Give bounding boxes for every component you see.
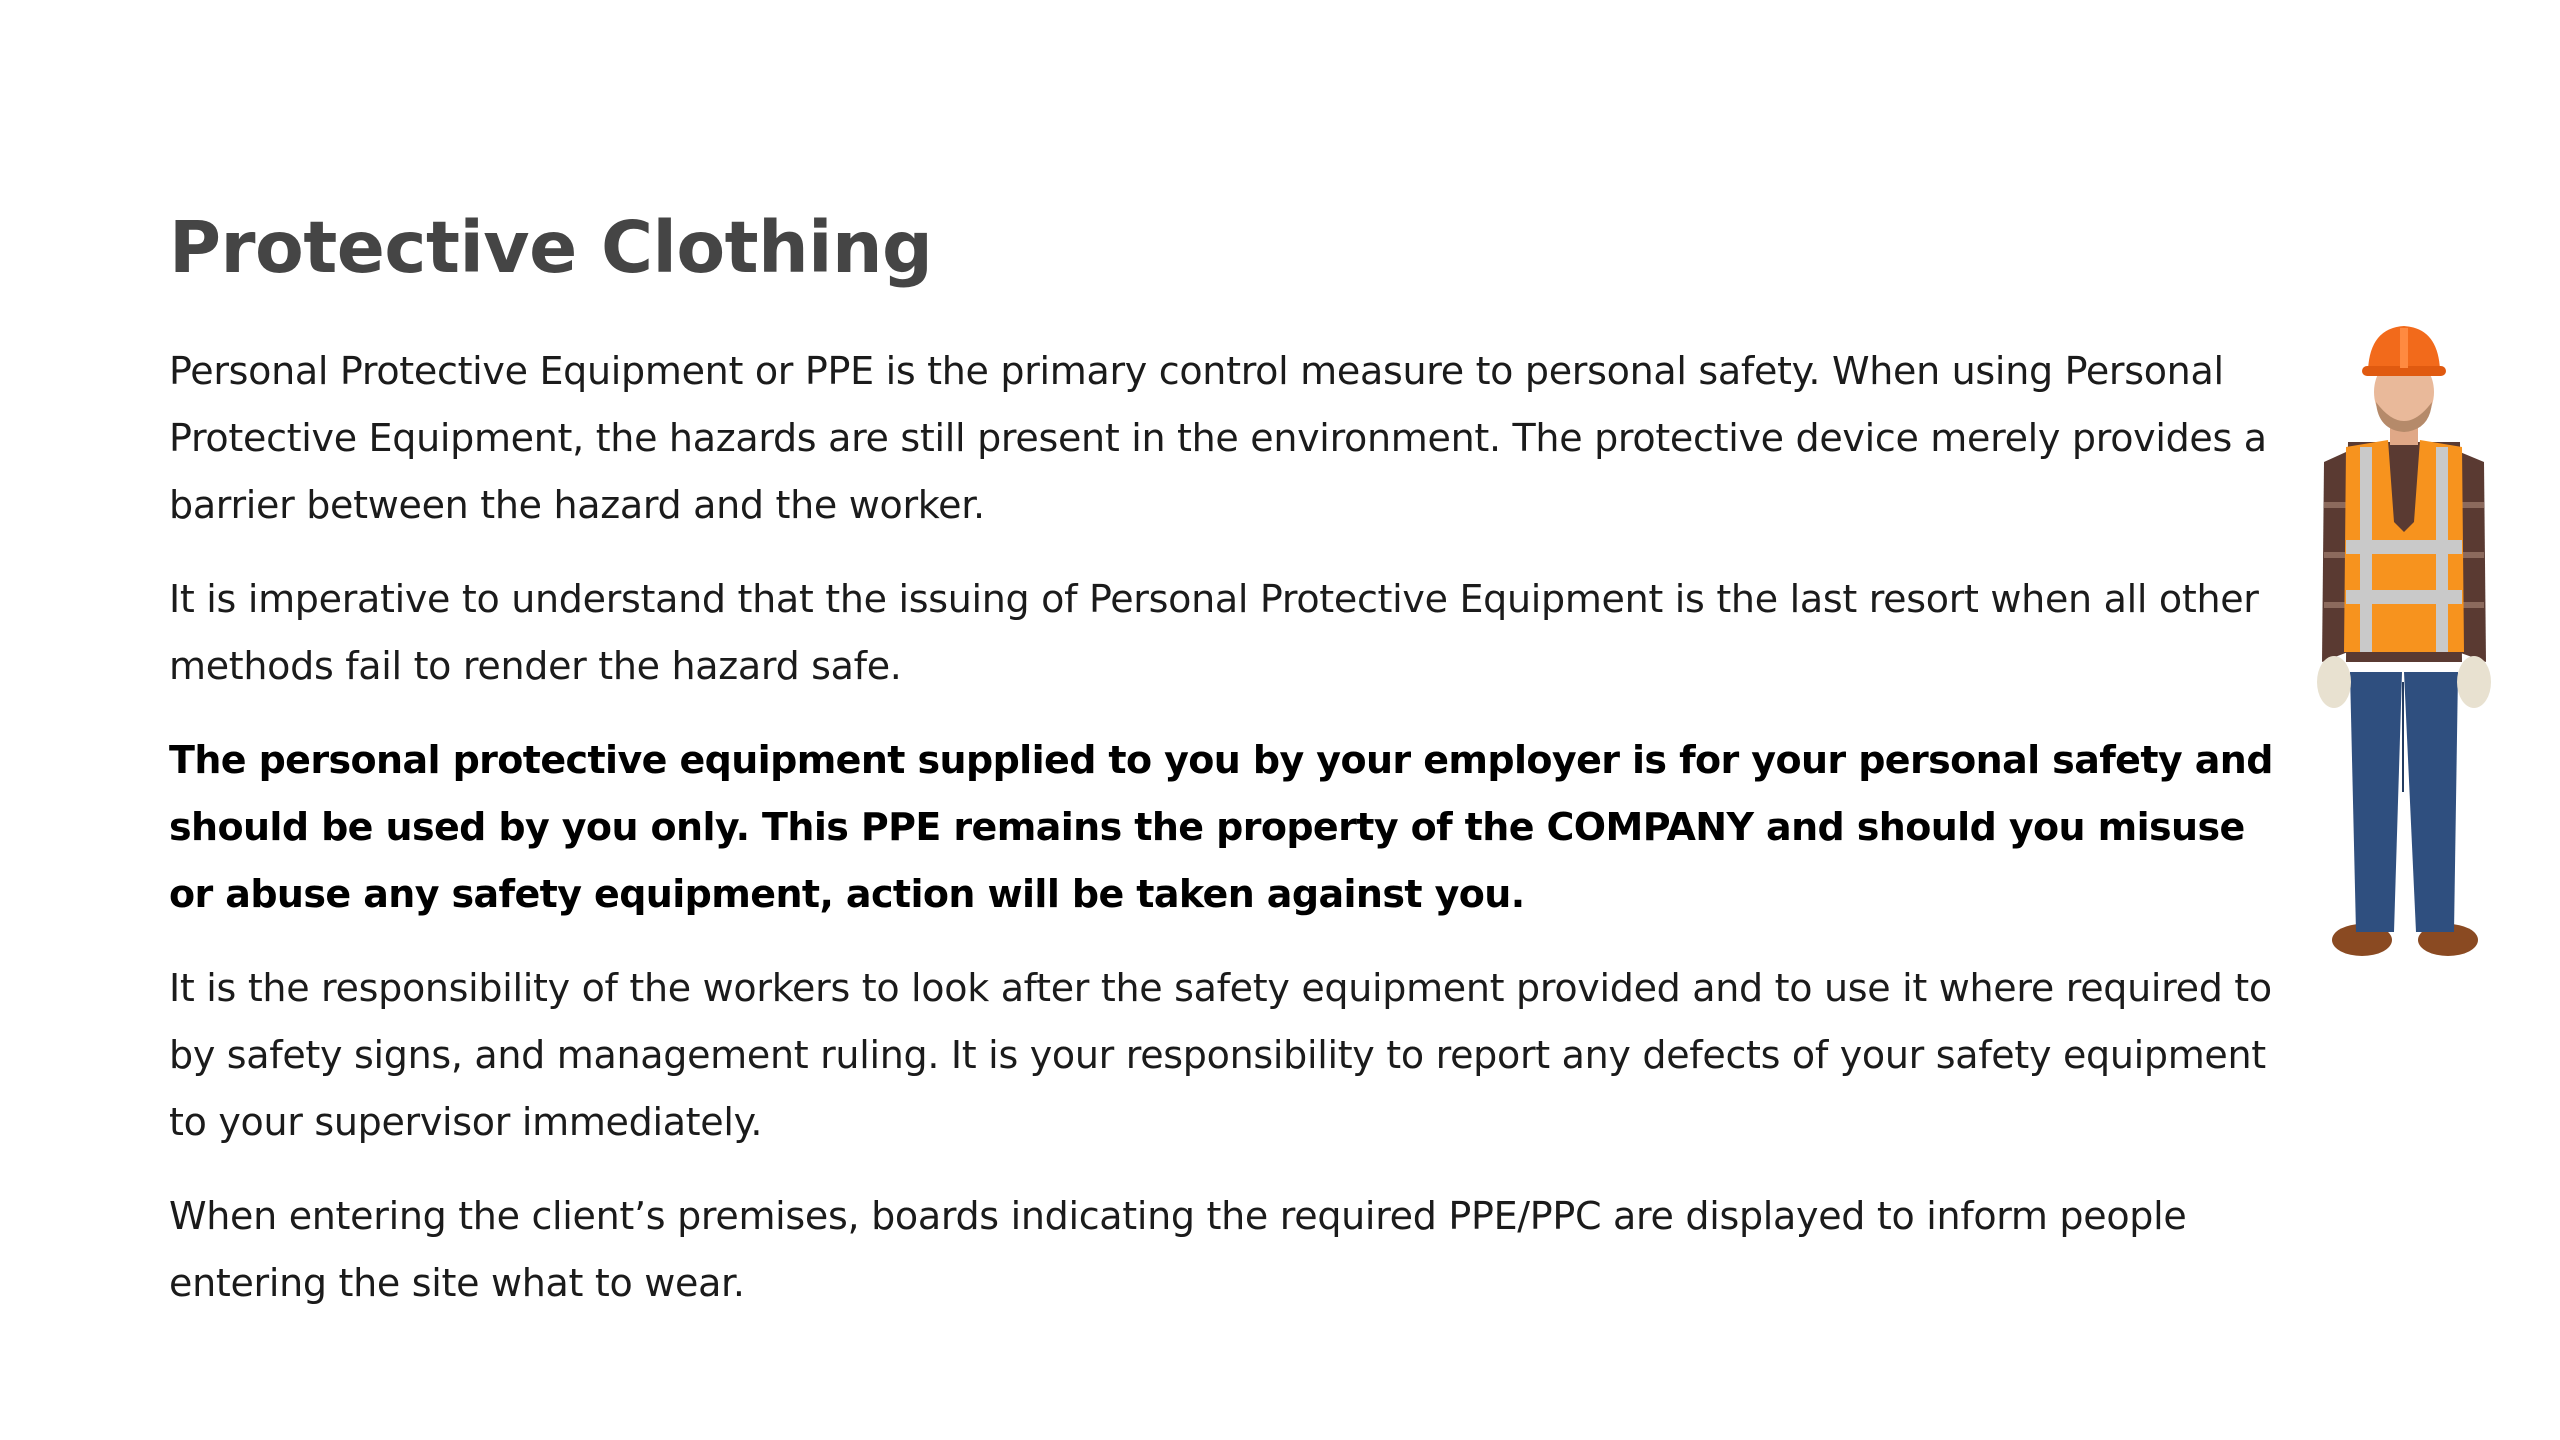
paragraph-client-premises: When entering the client’s premises, boards indicating the required PPE/PPC are displayed to inform people entering the site what to wear. bbox=[169, 1194, 2187, 1305]
paragraph-company-property-warning: The personal protective equipment supplied to you by your employer is for your personal safety and should be used by you only. This PPE remains the property of the COMPANY and should you misuse or abuse any safety equipment, action will be taken against you. bbox=[169, 738, 2273, 916]
construction-worker-illustration bbox=[2290, 322, 2516, 962]
paragraph-ppe-definition: Personal Protective Equipment or PPE is the primary control measure to personal safety. When using Personal Protective Equipment, the hazards are still present in the environment. The protective device merely provides a barrier between the hazard and the worker. bbox=[169, 349, 2267, 527]
paragraph-worker-responsibility: It is the responsibility of the workers to look after the safety equipment provided and to use it where required to by safety signs, and management ruling. It is your responsibility to report any defects of your safety equipment to your supervisor immediately. bbox=[169, 966, 2272, 1144]
right-leg bbox=[2404, 672, 2458, 932]
left-glove bbox=[2317, 656, 2351, 708]
left-leg bbox=[2350, 672, 2402, 932]
right-glove bbox=[2457, 656, 2491, 708]
document-content bbox=[169, 200, 2279, 1344]
paragraph-last-resort: It is imperative to understand that the issuing of Personal Protective Equipment is the last resort when all other methods fail to render the hazard safe. bbox=[169, 577, 2259, 688]
page-title: Protective Clothing bbox=[169, 206, 933, 289]
